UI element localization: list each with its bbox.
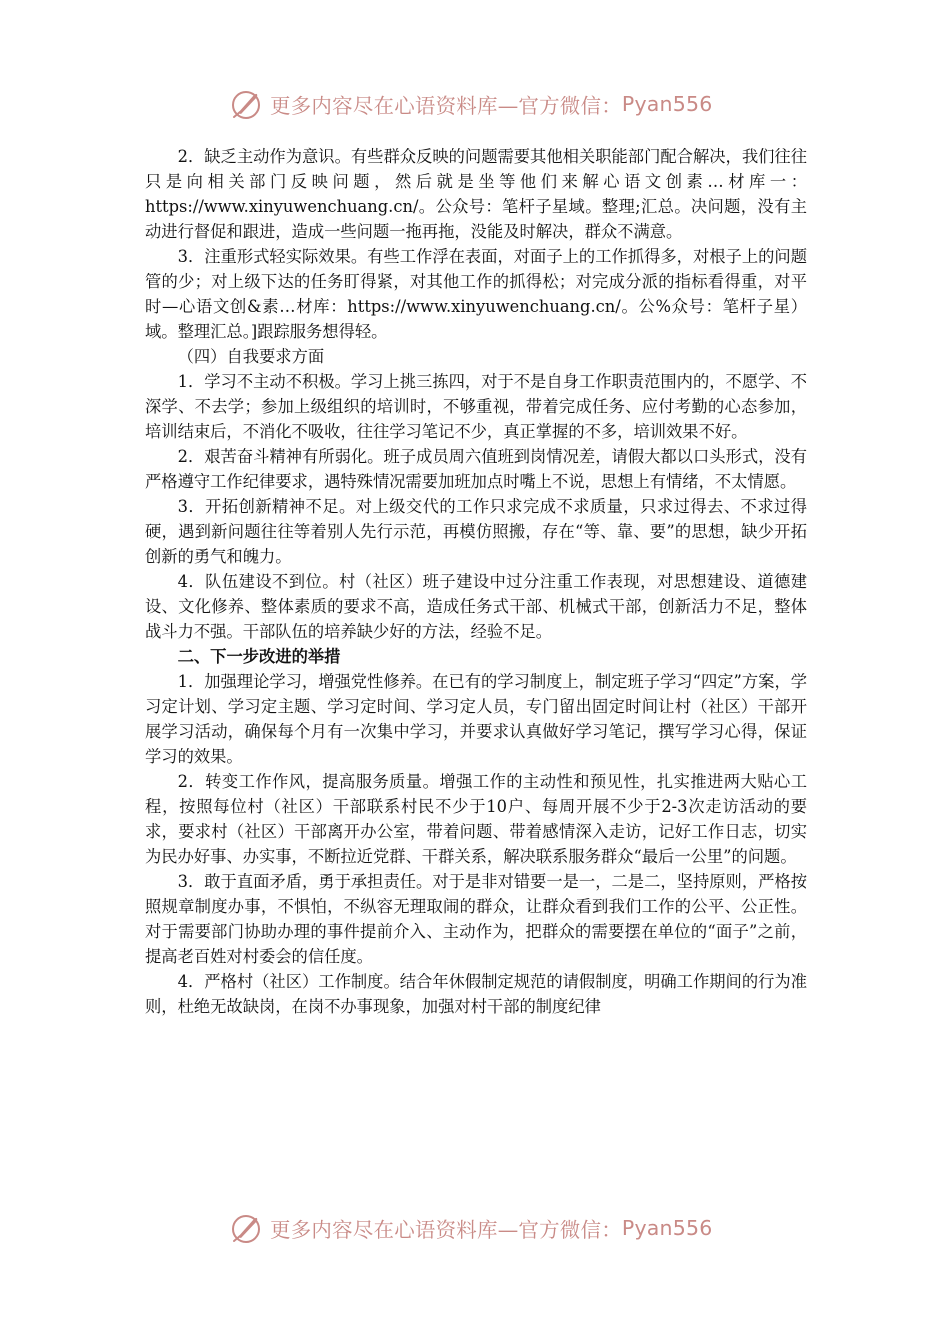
paragraph: 2．缺乏主动作为意识。有些群众反映的问题需要其他相关职能部门配合解决，我们往往只是向相关部门反映问题，然后就是坐等他们来解心语文创素…材库一：https://www.xinyuwenchuang.cn/。公众号：笔杆子星域。整理;汇总。决问题，没有主动进行督促和跟进，造成一些问题一拖再拖，没能及时解决，群众不满意。 xyxy=(145,147,807,241)
paragraph: 1．学习不主动不积极。学习上挑三拣四，对于不是自身工作职责范围内的，不愿学、不深学、不去学；参加上级组织的培训时，不够重视，带着完成任务、应付考勤的心态参加，培训结束后，不消化不吸收，往往学习笔记不少，真正掌握的不多，培训效果不好。 xyxy=(145,372,807,441)
paragraph: 2．转变工作作风，提高服务质量。增强工作的主动性和预见性，扎实推进两大贴心工程，按照每位村（社区）干部联系村民不少于10户、每周开展不少于2-3次走访活动的要求，要求村（社区）干部离开办公室，带着问题、带着感情深入走访，记好工作日志，切实为民办好事、办实事，不断拉近党群、干群关系，解决联系服务群众“最后一公里”的问题。 xyxy=(145,772,807,866)
footer-watermark-banner xyxy=(228,1208,712,1248)
banner-wechat-id: Pyan556 xyxy=(621,1216,713,1240)
banner-text: 更多内容尽在心语资料库—官方微信： xyxy=(270,1218,622,1242)
document-body xyxy=(145,144,807,1019)
paragraph: 1．加强理论学习，增强党性修养。在已有的学习制度上，制定班子学习“四定”方案，学习定计划、学习定主题、学习定时间、学习定人员，专门留出固定时间让村（社区）干部开展学习活动，确保每个月有一次集中学习，并要求认真做好学习笔记，撰写学习心得，保证学习的效果。 xyxy=(145,672,808,766)
header-watermark-banner xyxy=(228,84,712,124)
banner-wechat-id: Pyan556 xyxy=(621,92,713,116)
paragraph: 4．队伍建设不到位。村（社区）班子建设中过分注重工作表现，对思想建设、道德建设、文化修养、整体素质的要求不高，造成任务式干部、机械式干部，创新活力不足，整体战斗力不强。干部队伍的培养缺少好的方法，经验不足。 xyxy=(145,572,807,641)
paragraph: 3．注重形式轻实际效果。有些工作浮在表面，对面子上的工作抓得多，对根子上的问题管的少；对上级下达的任务盯得紧，对其他工作的抓得松；对完成分派的指标看得重，对平时—心语文创&素…材库：https://www.xinyuwenchuang.cn/。公%众号：笔杆子星）域。整理汇总。]跟踪服务想得轻。 xyxy=(145,247,807,341)
paragraph: 3．敢于直面矛盾，勇于承担责任。对于是非对错要一是一，二是二，坚持原则，严格按照规章制度办事，不惧怕，不纵容无理取闹的群众，让群众看到我们工作的公平、公正性。对于需要部门协助办理的事件提前介入、主动作为，把群众的需要摆在单位的“面子”之前，提高老百姓对村委会的信任度。 xyxy=(145,872,807,966)
paragraph: 2．艰苦奋斗精神有所弱化。班子成员周六值班到岗情况差，请假大都以口头形式，没有严格遵守工作纪律要求，遇特殊情况需要加班加点时嘴上不说，思想上有情绪，不太情愿。 xyxy=(145,447,807,491)
section-heading: 二、下一步改进的举措 xyxy=(177,647,341,666)
quill-pen-icon xyxy=(228,86,264,122)
paragraph: 4．严格村（社区）工作制度。结合年休假制定规范的请假制度，明确工作期间的行为准则，杜绝无故缺岗，在岗不办事现象，加强对村干部的制度纪律 xyxy=(145,972,807,1016)
quill-pen-icon xyxy=(228,1210,264,1246)
section-subheading: （四）自我要求方面 xyxy=(177,347,325,366)
banner-text: 更多内容尽在心语资料库—官方微信： xyxy=(270,94,622,118)
paragraph: 3．开拓创新精神不足。对上级交代的工作只求完成不求质量，只求过得去、不求过得硬，遇到新问题往往等着别人先行示范，再模仿照搬，存在“等、靠、要”的思想，缺少开拓创新的勇气和魄力。 xyxy=(145,497,807,566)
